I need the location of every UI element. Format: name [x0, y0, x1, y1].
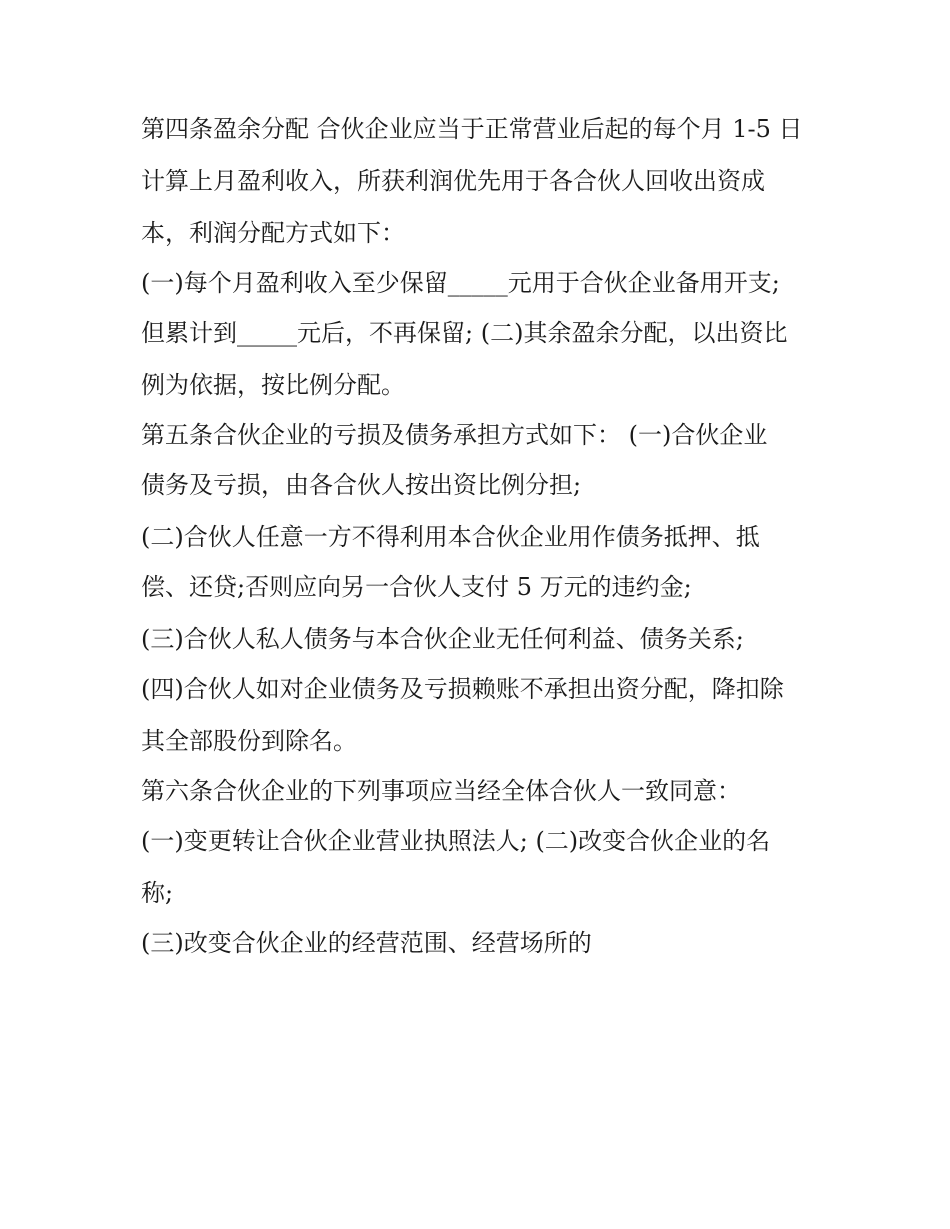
- text-line: 本，利润分配方式如下：: [141, 219, 405, 247]
- text-line: 但累计到_____元后，不再保留; (二)其余盈余分配，以出资比: [141, 319, 788, 347]
- text-line: 计算上月盈利收入，所获利润优先用于各合伙人回收出资成: [141, 167, 765, 195]
- text-line: 第四条盈余分配 合伙企业应当于正常营业后起的每个月 1-5 日: [141, 115, 803, 143]
- text-line: 第五条合伙企业的亏损及债务承担方式如下： (一)合伙企业: [141, 421, 768, 449]
- text-line: (一)每个月盈利收入至少保留_____元用于合伙企业备用开支;: [141, 269, 780, 297]
- text-line: 债务及亏损，由各合伙人按出资比例分担;: [141, 471, 582, 499]
- text-line: 例为依据，按比例分配。: [141, 371, 405, 399]
- text-line: 称;: [141, 879, 174, 907]
- text-line: 第六条合伙企业的下列事项应当经全体合伙人一致同意：: [141, 777, 741, 805]
- text-line: (三)合伙人私人债务与本合伙企业无任何利益、债务关系;: [141, 625, 744, 653]
- text-line: 偿、还贷;否则应向另一合伙人支付 5 万元的违约金;: [141, 573, 692, 601]
- text-line: (三)改变合伙企业的经营范围、经营场所的: [141, 929, 592, 957]
- text-line: (一)变更转让合伙企业营业执照法人; (二)改变合伙企业的名: [141, 827, 771, 855]
- text-line: (四)合伙人如对企业债务及亏损赖账不承担出资分配，降扣除: [141, 675, 784, 703]
- text-line: 其全部股份到除名。: [141, 727, 357, 755]
- text-line: (二)合伙人任意一方不得利用本合伙企业用作债务抵押、抵: [141, 523, 760, 551]
